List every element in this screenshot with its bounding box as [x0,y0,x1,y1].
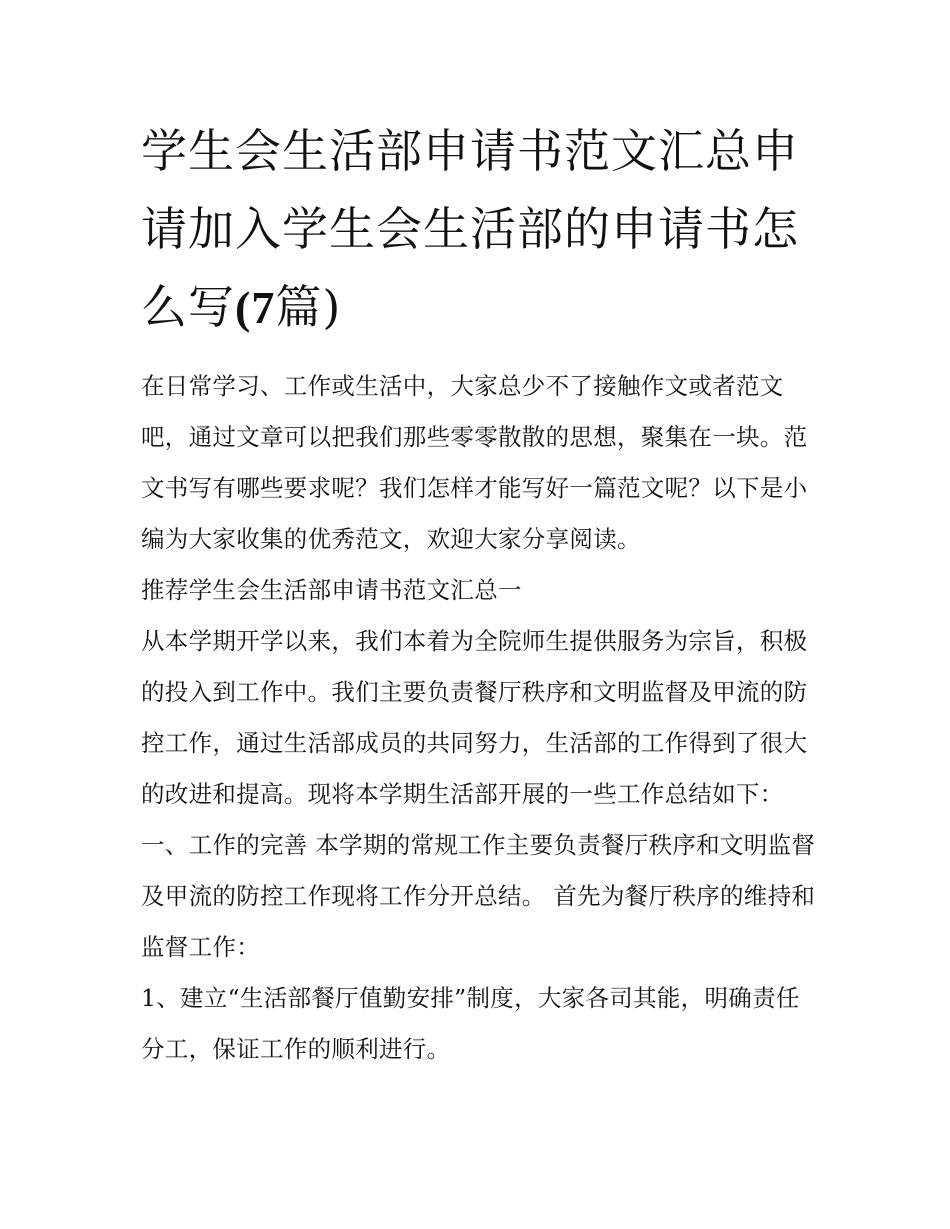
section-heading: 推荐学生会生活部申请书范文汇总一 [141,576,522,604]
body-paragraph: 从本学期开学以来，我们本着为全院师生提供服务为宗旨，积极的投入到工作中。我们主要负责餐厅秩序和文明监督及甲流的防控工作，通过生活部成员的共同努力，生活部的工作得到了很大的改进和提高。现将本学期生活部开展的一些工作总结如下： [141,627,808,808]
title-suffix: 篇) [275,280,342,334]
document-title [141,112,816,347]
intro-paragraph: 在日常学习、工作或生活中，大家总少不了接触作文或者范文吧，通过文章可以把我们那些零零散散的思想，聚集在一块。范文书写有哪些要求呢？我们怎样才能写好一篇范文呢？以下是小编为大家收集的优秀范文，欢迎大家分享阅读。 [141,372,808,553]
document-body [141,112,816,1075]
list-item: 1、建立“生活部餐厅值勤安排”制度，大家各司其能，明确责任分工，保证工作的顺利进行。 [141,984,800,1063]
body-paragraph: 一、工作的完善 本学期的常规工作主要负责餐厅秩序和文明监督及甲流的防控工作现将工作分开总结。 首先为餐厅秩序的维持和监督工作： [141,831,816,961]
title-text: 学生会生活部申请书范文汇总申请加入学生会生活部的申请书怎么写 [141,124,799,334]
title-count: (7 [235,282,276,333]
